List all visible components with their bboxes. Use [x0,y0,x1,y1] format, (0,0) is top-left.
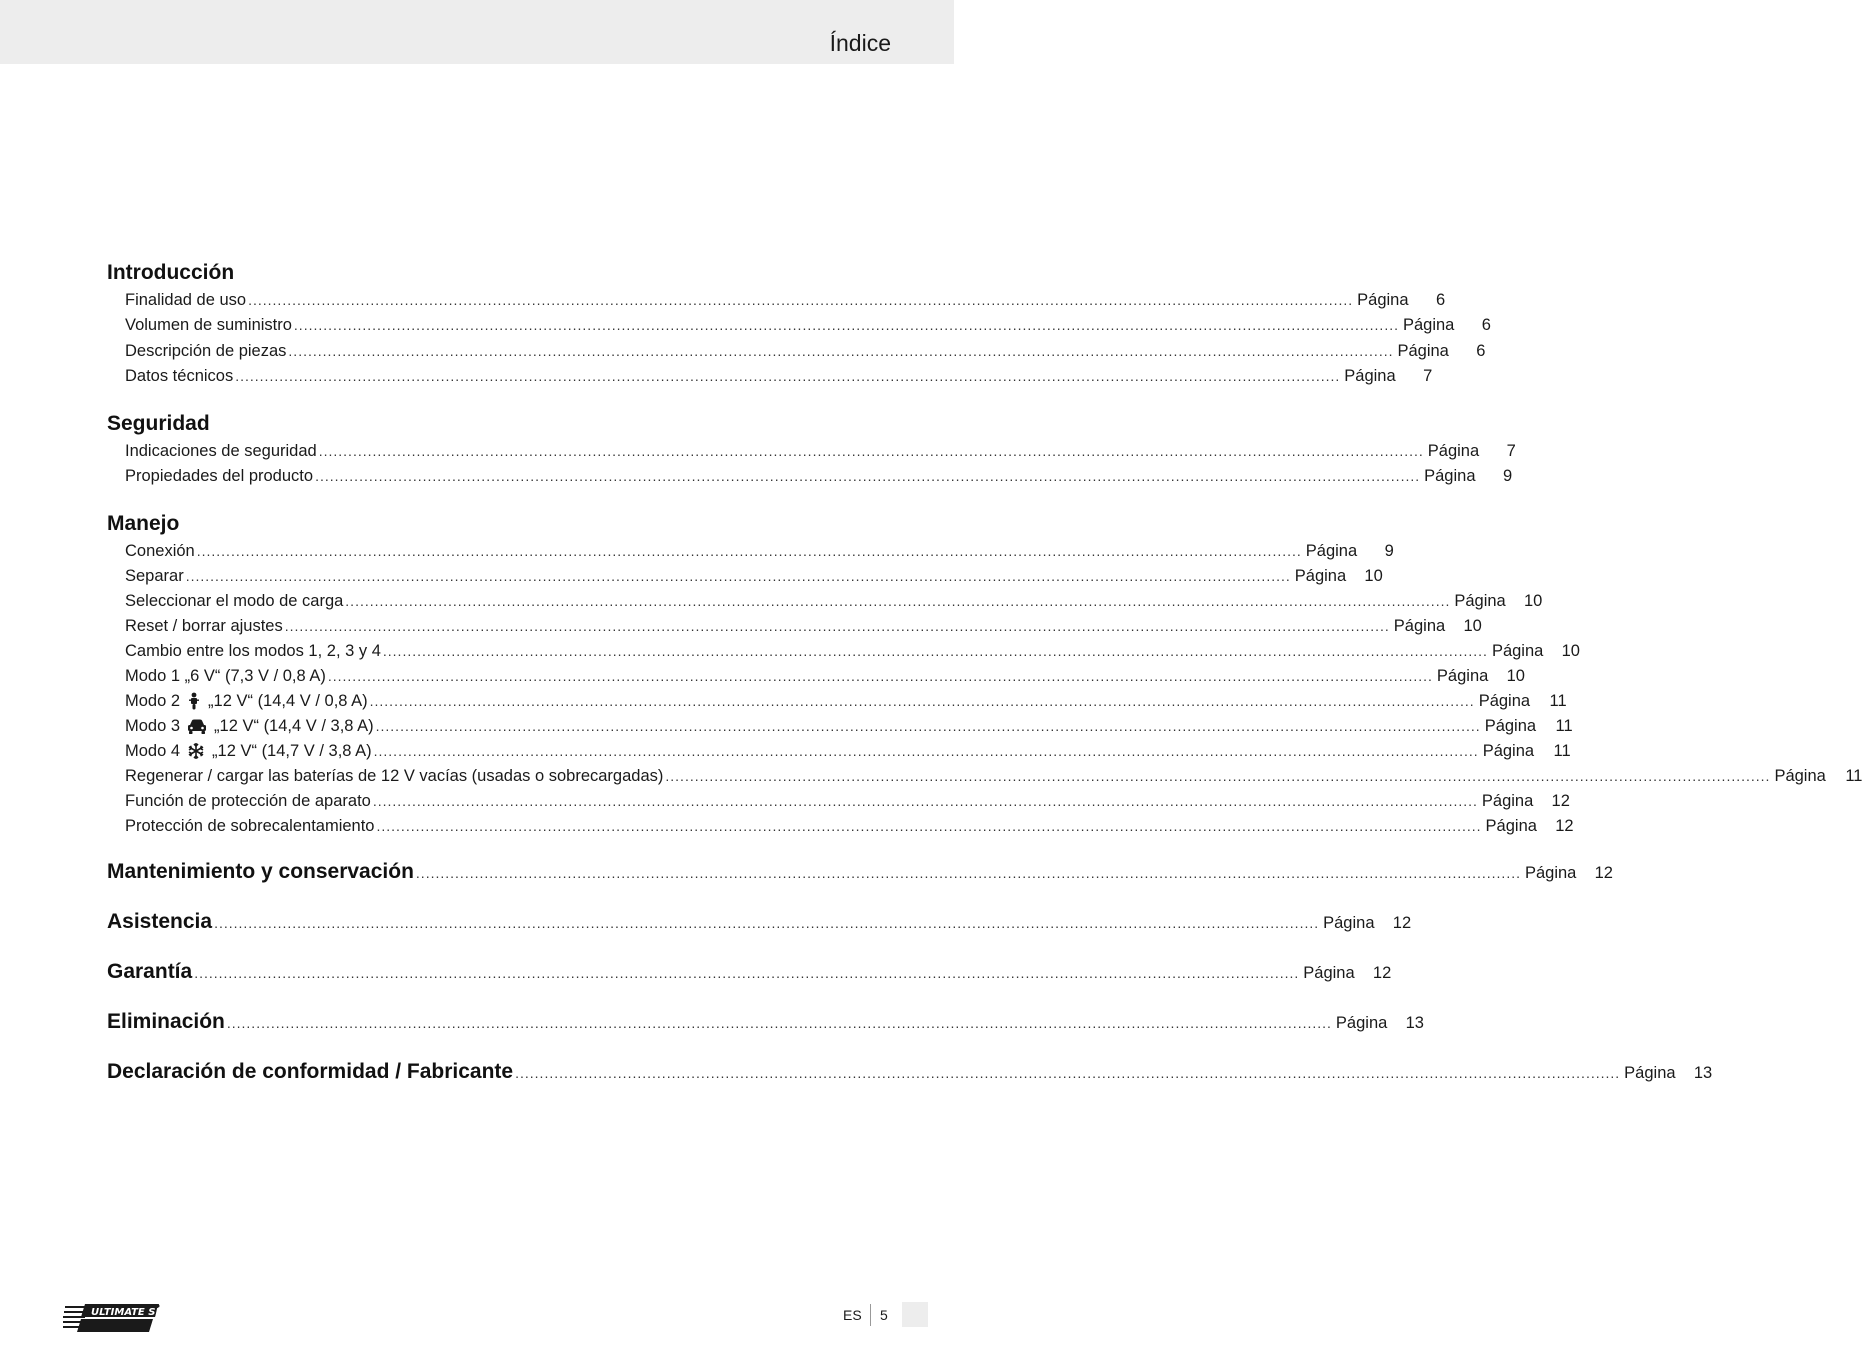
dot-leader [235,364,1340,388]
toc-entry-label: Reset / borrar ajustes [125,617,283,635]
dot-leader [376,714,1481,738]
page-word: Página [1402,316,1455,334]
toc-entry-label: Cambio entre los modos 1, 2, 3 y 4 [125,642,381,660]
toc-entry[interactable] [125,689,1567,713]
page-number: 10 [1561,642,1580,660]
toc-entry-label: Separar [125,567,184,585]
toc-entry[interactable] [125,339,1486,363]
toc-major-entry[interactable] [107,1010,1424,1038]
page-word: Página [1524,864,1577,882]
toc-entry-label [125,739,372,763]
toc-entry-label: Conexión [125,542,195,560]
toc-major-entry[interactable] [107,960,1392,988]
page-word: Página [1478,692,1531,710]
page-number: 11 [1553,742,1571,760]
toc-entry-label: Protección de sobrecalentamiento [125,817,375,835]
dot-leader [194,965,1299,981]
toc-major-label: Garantía [107,960,193,983]
page-word: Página [1481,792,1534,810]
toc-entry-label: Finalidad de uso [125,291,247,309]
toc-entry-label [125,714,374,738]
toc-entry[interactable] [125,814,1574,838]
page-number: 13 [1693,1064,1713,1082]
page-number: 6 [1476,342,1486,360]
page-number: 10 [1364,567,1383,585]
toc-entry-label: Indicaciones de seguridad [125,442,317,460]
toc-entry-label: Regenerar / cargar las baterías de 12 V vacías (usadas o sobrecargadas) [125,767,664,785]
dot-leader [186,564,1291,588]
toc-entry[interactable] [125,714,1573,738]
toc-entry[interactable] [125,288,1446,312]
page-number: 12 [1372,964,1392,982]
toc-major-label: Declaración de conformidad / Fabricante [107,1060,514,1083]
language-code: ES [843,1307,862,1323]
toc-major-entry[interactable] [107,910,1412,938]
mode-label: Modo 3 [125,717,181,735]
page-word: Página [1397,342,1449,360]
toc-entry-label [125,689,368,713]
dot-leader [285,614,1390,638]
toc-entry-label: Función de protección de aparato [125,792,371,810]
logo-text-ultimate: ULTIMATE SPEED [91,1307,185,1318]
page-word: Página [1294,567,1347,585]
mode-spec: „12 V“ (14,4 V / 3,8 A) [214,717,374,735]
page-word: Página [1323,914,1375,932]
toc-entry-label: Volumen de suministro [125,316,292,334]
toc-entry[interactable] [125,789,1570,813]
page-number: 9 [1384,542,1394,560]
page-number: 11 [1555,717,1573,735]
page-word: Página [1424,467,1476,485]
dot-leader [288,339,1393,363]
page-word: Página [1454,592,1506,610]
dot-leader [214,915,1319,931]
page-word: Página [1491,642,1544,660]
page-title: Índice [829,30,891,56]
page-word: Página [1393,617,1446,635]
dot-leader [197,539,1302,563]
page-number: 7 [1423,367,1433,385]
toc-entry[interactable] [125,539,1394,563]
toc-entry-label: Descripción de piezas [125,342,287,360]
page-word: Página [1624,1064,1676,1082]
section-title-introduccion: Introducción [107,261,235,284]
toc-entry[interactable] [125,564,1383,588]
dot-leader [248,288,1353,312]
toc-entry[interactable] [125,313,1491,337]
snowflake-icon [186,742,206,760]
mode-spec: „12 V“ (14,4 V / 0,8 A) [208,692,368,710]
page-number: 12 [1551,792,1570,810]
page-word: Página [1436,667,1489,685]
dot-leader [319,439,1424,463]
dot-leader [328,664,1433,688]
page-number: 9 [1502,467,1513,485]
section-title-seguridad: Seguridad [107,412,210,435]
toc-entry-label: Modo 1 „6 V“ (7,3 V / 0,8 A) [125,667,326,685]
toc-entry[interactable] [125,439,1516,463]
page-number: 10 [1524,592,1543,610]
page-word: Página [1484,717,1537,735]
dot-leader [345,589,1450,613]
toc-entry[interactable] [125,639,1580,663]
toc-entry[interactable] [125,739,1571,763]
page-number: 12 [1555,817,1574,835]
dot-leader [515,1065,1620,1081]
page-number: 10 [1463,617,1482,635]
page-number-footer: 5 [880,1307,888,1323]
dot-leader [665,764,1770,788]
footer-tab-marker [902,1302,928,1327]
dot-leader [373,789,1478,813]
dot-leader [315,464,1420,488]
toc-entry[interactable] [125,589,1543,613]
footer-divider [870,1304,871,1326]
toc-entry-label: Seleccionar el modo de carga [125,592,344,610]
page-word: Página [1357,291,1409,309]
page-word: Página [1305,542,1358,560]
ultimate-speed-logo [63,1303,185,1333]
toc-entry-label: Datos técnicos [125,367,234,385]
page-word: Página [1482,742,1535,760]
toc-entry-label: Propiedades del producto [125,467,314,485]
dot-leader [416,865,1521,881]
header-bar [0,0,954,64]
car-icon [186,717,208,735]
section-title-manejo: Manejo [107,512,180,535]
page-number: 11 [1845,767,1862,785]
dot-leader [383,639,1488,663]
mode-label: Modo 2 [125,692,181,710]
mode-label: Modo 4 [125,742,181,760]
page-number: 6 [1435,291,1446,309]
toc-entry[interactable] [125,614,1482,638]
page-number: 10 [1506,667,1525,685]
page-word: Página [1335,1014,1388,1032]
page-word: Página [1344,367,1396,385]
dot-leader [227,1015,1332,1031]
toc-entry[interactable] [125,664,1525,688]
page-number: 7 [1506,442,1516,460]
toc-major-label: Eliminación [107,1010,225,1033]
page-number: 12 [1594,864,1613,882]
page-word: Página [1774,767,1826,785]
toc-entry[interactable] [125,764,1862,788]
page-word: Página [1427,442,1480,460]
toc-major-label: Asistencia [107,910,213,933]
dot-leader [376,814,1481,838]
page-number: 11 [1549,692,1567,710]
toc-major-label: Mantenimiento y conservación [107,860,414,883]
page-number: 13 [1405,1014,1424,1032]
page-number: 6 [1481,316,1491,334]
toc-major-entry[interactable] [107,860,1613,888]
toc-entry[interactable] [125,464,1513,488]
dot-leader [294,313,1399,337]
motorcycle-icon [186,692,202,710]
toc-entry[interactable] [125,364,1433,388]
mode-spec: „12 V“ (14,7 V / 3,8 A) [212,742,372,760]
dot-leader [370,689,1475,713]
page-word: Página [1485,817,1537,835]
page-word: Página [1303,964,1355,982]
toc-major-entry[interactable] [107,1060,1713,1088]
dot-leader [374,739,1479,763]
page-number: 12 [1392,914,1412,932]
